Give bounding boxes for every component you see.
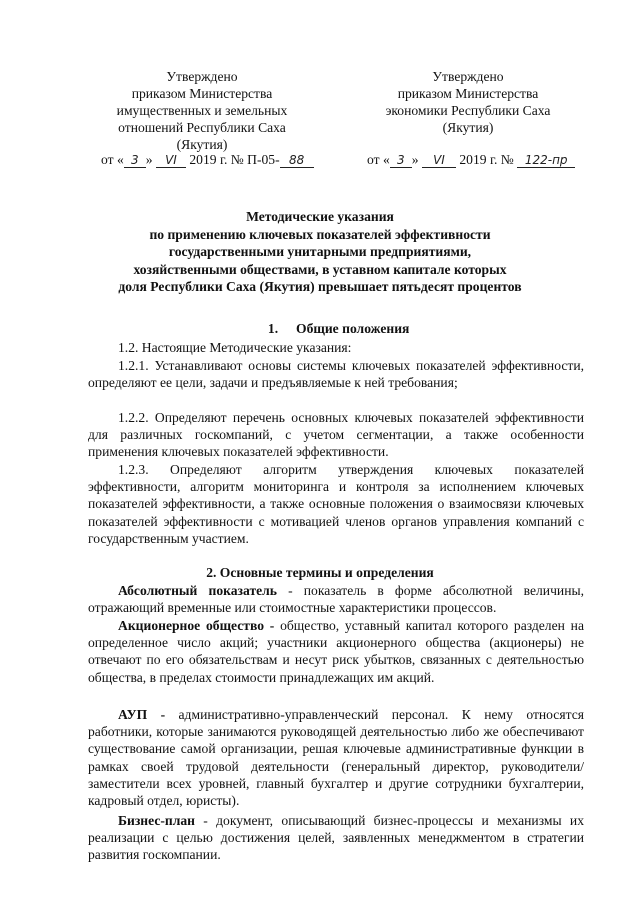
definition: - показатель в форме абсолютной величины, отражающий временные или стоимостные характеристики процессов. <box>88 583 585 616</box>
document-title <box>60 208 580 296</box>
handwritten-month: VI <box>422 153 456 168</box>
definition: административно-управленческий персонал. К нему относятся работники, которые занимаются руководящей деятельностью либо же обеспечивают существование самой организации, решая ключевые административные функции в рамках своей трудовой деятельности (генеральный директор, руководители/заместители всех уровней, главный бухгалтер и другие сотрудники бухгалтерии, кадровый отдел, юристы). <box>88 707 584 809</box>
approval-block-right <box>378 68 558 136</box>
paragraph: 1.2.3. Определяют алгоритм утверждения ключевых показателей эффективности, алгоритм мониторинга и контроля за исполнением ключевых показателей эффективности, а также основные положения о взаимосвязи ключевых показателей эффективности с мотивацией членов органов управления компаний с государственным участием. <box>88 462 584 546</box>
approval-line: экономики Республики Саха <box>385 103 551 118</box>
date-prefix: от « <box>367 152 390 167</box>
title-line: по применению ключевых показателей эффективности <box>149 226 491 242</box>
term: АУП - <box>118 707 166 722</box>
approval-line: отношений Республики Саха <box>118 120 286 135</box>
section-number: 1. <box>267 321 279 336</box>
approval-line: приказом Министерства <box>397 86 539 101</box>
date-prefix: от « <box>101 152 124 167</box>
term: Абсолютный показатель <box>118 583 277 598</box>
date-year-text: 2019 г. № П-05- <box>189 152 280 167</box>
approval-date-right <box>367 152 575 168</box>
approval-line: Утверждено <box>166 69 238 84</box>
title-line: хозяйственными обществами, в уставном капитале которых <box>133 261 507 277</box>
section-heading-2: 2. Основные термины и определения <box>206 565 434 580</box>
approval-line: (Якутия) <box>442 120 494 135</box>
paragraph: 1.2.2. Определяют перечень основных ключевых показателей эффективности для различных госкомпаний, с учетом сегментации, а также особенности применения ключевых показателей эффективности. <box>88 410 584 460</box>
approval-block-left <box>112 68 292 153</box>
handwritten-number: 122-пр <box>517 153 575 168</box>
handwritten-day: 3 <box>124 153 146 168</box>
paragraph: 1.2. Настоящие Методические указания: <box>118 340 352 355</box>
section-heading-1 <box>250 321 409 337</box>
title-line: Методические указания <box>246 209 394 224</box>
definition-paragraph <box>88 706 584 809</box>
definition-paragraph <box>88 582 584 616</box>
date-day-close: » <box>145 152 153 167</box>
paragraph: 1.2.1. Устанавливают основы системы ключевых показателей эффективности, определяют ее цели, задачи и предъявляемые к ней требования; <box>88 358 584 391</box>
title-line: доля Республики Саха (Якутия) превышает пятьдесят процентов <box>118 279 522 294</box>
definition: общество, уставный капитал которого разделен на определенное число акций; участники акционерного общества (акционеры) не отвечают по его обязательствам и несут риск убытков, связанных с деятельностью общества, в пределах стоимости принадлежащих им акций. <box>88 618 584 685</box>
definition-paragraph <box>88 812 584 864</box>
approval-line: Утверждено <box>432 69 504 84</box>
approval-line: приказом Министерства <box>131 86 273 101</box>
term: Бизнес-план <box>118 813 195 828</box>
date-year-text: 2019 г. № <box>459 152 514 167</box>
handwritten-day: 3 <box>390 153 412 168</box>
term: Акционерное общество - <box>118 618 275 633</box>
handwritten-number: 88 <box>280 153 314 168</box>
approval-line: имущественных и земельных <box>116 103 288 118</box>
definition: - документ, описывающий бизнес-процессы и механизмы их реализации с целью достижения целей, заявленных менеджментом в стратегии развития госкомпании. <box>88 813 584 863</box>
handwritten-month: VI <box>156 153 186 168</box>
date-day-close: » <box>411 152 419 167</box>
definition-paragraph <box>88 617 584 686</box>
section-title: Общие положения <box>296 321 410 336</box>
title-line: государственными унитарными предприятиями, <box>168 244 472 259</box>
approval-date-left <box>101 152 314 168</box>
approval-line: (Якутия) <box>176 137 228 152</box>
